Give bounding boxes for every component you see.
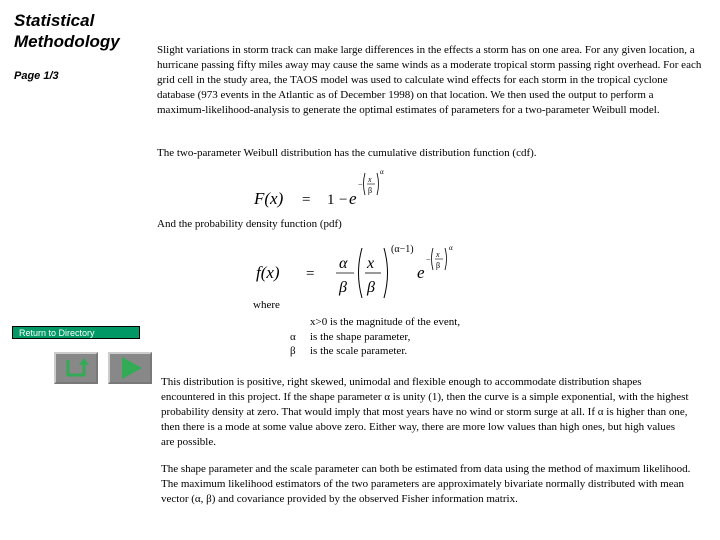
definition-symbol: α	[290, 330, 296, 343]
cdf-one: 1	[327, 192, 335, 208]
pdf-e: e	[417, 263, 425, 282]
pdf-exponent: (α−1)	[391, 244, 414, 255]
where-label: where	[253, 299, 280, 311]
pdf-alpha: α	[339, 255, 348, 272]
cdf-eq-sign: =	[302, 192, 311, 208]
pdf-beta2: β	[367, 279, 375, 296]
intro-paragraph: Slight variations in storm track can make large differences in the effects a storm has on one area. For any given location, a hurricane passing fifty miles away may cause the same winds as a moderate tropical storm passing right overhead. For each grid cell in the study area, the TAOS model was used to calculate wind effects for each storm in the tropical cyclone database (973 events in the Atlantic as of December 1998) on that location. We then used the output to perform a maximum-likelihood-analysis to generate the optimal estimates of parameters for a two-parameter Weibull model.	[157, 44, 702, 116]
pdf-beta3: β	[436, 261, 441, 270]
definition-symbol: β	[290, 345, 296, 357]
pdf-alpha2: α	[449, 244, 453, 252]
cdf-e: e	[349, 189, 357, 208]
pdf-beta: β	[339, 279, 347, 296]
cdf-lhs: F(x)	[254, 189, 284, 208]
pdf-x: x	[367, 255, 375, 272]
pdf-intro: And the probability density function (pdf)	[157, 218, 342, 230]
definition-alpha	[290, 330, 460, 345]
definitions-list	[290, 315, 460, 359]
cdf-x: x	[368, 175, 372, 184]
pdf-lhs: f(x)	[256, 263, 280, 282]
page-title: Statistical Methodology	[14, 11, 120, 51]
pdf-x2: x	[436, 250, 440, 259]
pdf-eq-sign: =	[306, 266, 315, 282]
estimation-paragraph: The shape parameter and the scale parameter can both be estimated from data using the method of maximum likelihood. The maximum likelihood estimators of the two parameters are approximately bivariate normally distributed with mean vector (α, β) and covariance provided by the observed Fisher information matrix.	[161, 463, 691, 505]
right-arrow-icon	[110, 354, 150, 382]
definition-text: is the scale parameter.	[310, 345, 408, 357]
next-page-button[interactable]	[108, 352, 152, 384]
cdf-minus: −	[339, 192, 348, 208]
cdf-neg: −	[358, 180, 363, 189]
return-arrow-icon	[56, 354, 96, 382]
pdf-neg: −	[426, 255, 431, 264]
return-nav-button[interactable]	[54, 352, 98, 384]
return-to-directory-button[interactable]: Return to Directory	[12, 326, 140, 339]
definition-beta	[290, 344, 460, 359]
definition-x	[290, 315, 460, 330]
cdf-equation	[250, 168, 410, 218]
cdf-intro: The two-parameter Weibull distribution has the cumulative distribution function (cdf).	[157, 147, 537, 159]
cdf-beta: β	[368, 186, 373, 195]
page-number: Page 1/3	[14, 70, 59, 82]
definition-text: is the shape parameter,	[310, 330, 411, 343]
cdf-alpha: α	[380, 168, 384, 176]
definition-text: x>0 is the magnitude of the event,	[310, 316, 461, 328]
distribution-paragraph: This distribution is positive, right skewed, unimodal and flexible enough to accommodate distribution shapes encountered in this project. If the shape parameter α is unity (1), then the curve is a simple exponential, with the highest probability density at zero. That would imply that most years have no wind or storm surge at all. If α is higher than one, then there is a mode at some value above zero. Either way, there are more low values than high ones, but high values are possible.	[161, 376, 689, 448]
pdf-equation	[250, 240, 470, 300]
